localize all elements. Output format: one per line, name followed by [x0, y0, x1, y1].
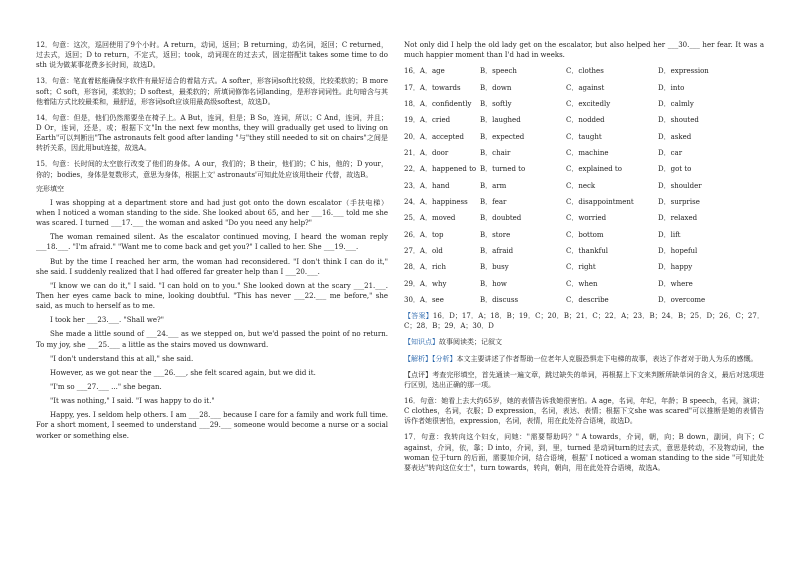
option-row: [404, 213, 764, 223]
option-c: C．thankful: [566, 246, 608, 255]
passage-paragraph: She made a little sound of ___24.___ as we stepped on, but we'd passed the point of no return. To my joy, she ___25.___ a little as the stairs moved us downward.: [36, 330, 388, 349]
explanation-q14: 14．句意：但是，他们仍然需要坐在椅子上。A But，连词，但是；B So，连词，所以；C And，连词，并且；D Or，连词，还是，或；根据下文"In the next few months, they will gradually get used to living on Earth"可以判断出"The astronauts felt good after landing "与"they still needed to sit on chairs"之间是转折关系，因此用but连接，故选A。: [36, 113, 388, 153]
knowledge-label: 【知识点】: [404, 338, 439, 347]
option-d: D．into: [658, 83, 685, 92]
option-a: 28．A．rich: [404, 263, 446, 272]
analysis-text: 本文主要讲述了作者帮助一位老年人克服恐惧走下电梯的故事，表达了作者对于助人为乐的感慨。: [456, 354, 758, 363]
option-row: [404, 164, 764, 174]
passage-paragraph: "It was nothing," I said. "I was happy to do it.": [50, 397, 215, 406]
option-a: 22．A．happened to: [404, 165, 477, 174]
option-c: C．right: [566, 263, 596, 272]
option-row: [404, 132, 764, 142]
option-b: B．afraid: [480, 246, 514, 255]
option-c: C．neck: [566, 181, 596, 190]
option-row: [404, 115, 764, 125]
option-d: D．hopeful: [658, 246, 698, 255]
option-a: 27．A．old: [404, 246, 443, 255]
option-d: D．shoulder: [658, 181, 702, 190]
option-row: [404, 99, 764, 109]
option-c: C．excitedly: [566, 99, 611, 108]
option-b: B．busy: [480, 263, 509, 272]
option-a: 30．A．see: [404, 295, 444, 304]
passage-paragraph: But by the time I reached her arm, the woman had reconsidered. "I don't think I can do it," she said. I suddenly realized that I had offered far greater help than I ___20.___.: [36, 257, 388, 276]
explanation-q13: 13．句意：笔直着眩能确保字软件有最好适合的着陆方式。A softer，形容词soft比较级，比较柔软的；B more soft；C soft，形容词，柔软的；D softest，最柔软的；所填词修饰名词landing，是形容词词性。此句暗含与其他着陆方式比较最柔和，最舒适，形容词soft应该用最高级softest，故选D。: [36, 77, 388, 106]
option-a: 24．A．happiness: [404, 197, 468, 206]
option-d: D．expression: [658, 67, 709, 76]
passage-paragraph: I was shopping at a department store and had just got onto the down escalator（手扶电梯）when I noticed a woman standing to the side. She looked about 65, and her ___16.___ told me she was scared. I turned ___17.___ the woman and asked "Do you need any help?": [36, 198, 388, 228]
option-row: [404, 279, 764, 289]
passage-paragraph: "I know we can do it," I said. "I can hold on to you." She looked down at the scary ___21.___. Then her eyes came back to mine, looking doubtful. "This has never ___22.___ me before," she said, as much to herself as to me.: [36, 281, 388, 311]
option-a: 23．A．hand: [404, 181, 450, 190]
left-column: [36, 40, 388, 445]
option-row: [404, 148, 764, 158]
analysis-line: [404, 354, 764, 364]
answer-text: 16．D；17．A；18．B；19．C；20．B；21．C；22．A；23．B；24．B；25．D；26．C；27．C；28．B；29．A；30．D: [404, 312, 765, 331]
option-c: C．clothes: [566, 67, 604, 76]
option-b: B．softly: [480, 99, 512, 108]
option-b: B．store: [480, 230, 511, 239]
option-c: C．nodded: [566, 116, 605, 125]
option-b: B．doubted: [480, 214, 522, 223]
option-d: D．happy: [658, 263, 693, 272]
option-b: B．how: [480, 279, 507, 288]
cloze-passage: [36, 198, 388, 441]
option-d: D．surprise: [658, 197, 700, 206]
option-d: D．relaxed: [658, 214, 698, 223]
option-c: C．when: [566, 279, 598, 288]
option-b: B．laughed: [480, 116, 521, 125]
comment-text: 考查完形填空，首先通读一遍文章，跳过缺失的单词，再根据上下文来判断所缺单词的含义，最后对选项进行区别，选出正确的那一项。: [404, 370, 765, 389]
option-b: B．expected: [480, 132, 525, 141]
option-row: [404, 262, 764, 272]
passage-paragraph: "I don't understand this at all," she said.: [50, 354, 194, 363]
passage-paragraph: However, as we got near the ___26.___, she felt scared again, but we did it.: [50, 368, 316, 377]
option-a: 20．A．accepted: [404, 132, 465, 141]
option-a: 17．A．towards: [404, 83, 461, 92]
passage-paragraph: Happy, yes. I seldom help others. I am ___28.___ because I care for a family and work full time. For a short moment, I seemed to understand ___29.___ someone would become a nurse or a social worker or something else.: [36, 411, 388, 440]
option-c: C．taught: [566, 132, 602, 141]
option-row: [404, 83, 764, 93]
option-a: 26．A．top: [404, 230, 444, 239]
analysis-label: 【解析】【分析】: [404, 354, 457, 363]
option-b: B．fear: [480, 197, 507, 206]
option-row: [404, 246, 764, 256]
explanation-q12: 12．句意：这次，巡回使用了9个小时。A return，动词，返回；B returning，动名词，返回；C returned，过去式，返回；D to return，不定式，返回；took，动词现在的过去式，固定搭配it takes some time to do sth 说为做某事花费多长时间，故选D。: [36, 41, 388, 70]
explanation-q17: 17．句意：我转向这个妇女，问她："需要帮助吗？" A towards，介词，朝，向；B down，副词，向下；C against，介词，依，靠；D into，介词，到，里，turned 是动词turn的过去式，意思是转动，不及物动词，the woman 位于turn 的后面，需要加介词，结合语境，根据' I noticed a woman standing to the side "可知此处要表达"转向这位女士"，turn towards，转向，朝向，用在此处符合语境，故选A。: [404, 433, 764, 472]
section-title: 完形填空: [36, 184, 64, 193]
explanation-q16: 16．句意：她看上去大约65岁，她的表情告诉我她很害怕。A age，名词，年纪，年龄；B speech，名词，演讲；C clothes，名词，衣服；D expression，名词，表达、表情；根据下文she was scared"可以推断是她的表情告诉作者她很害怕，expression，名词，表情，用在此处符合语境，故选D。: [404, 397, 764, 426]
option-c: C．bottom: [566, 230, 604, 239]
options-table: [404, 66, 764, 305]
option-row: [404, 181, 764, 191]
option-d: D．got to: [658, 165, 692, 174]
knowledge-line: [404, 337, 764, 347]
answer-label: 【答案】: [404, 312, 433, 321]
option-b: B．speech: [480, 67, 517, 76]
option-b: B．chair: [480, 148, 511, 157]
option-c: C．describe: [566, 295, 609, 304]
option-d: D．where: [658, 279, 693, 288]
option-row: [404, 66, 764, 76]
option-a: 18．A．confidently: [404, 99, 472, 108]
option-d: D．shouted: [658, 116, 699, 125]
option-d: D．lift: [658, 230, 681, 239]
passage-paragraph: The woman remained silent. As the escalator continued moving, I heard the woman reply ___18.___. "I'm afraid." "Want me to come back and get you?" I called to her. She ___19.___.: [36, 233, 388, 252]
comment-line: [404, 370, 764, 390]
explanation-q15: 15．句意：长时间的太空旅行改变了他们的身体。A our，我们的；B their，他们的；C his，他的；D your，你的；bodies，身体是复数形式，意思为身体，根据上文' astronauts'可知此处应该用their 代替，故选B。: [36, 160, 388, 179]
comment-label: 【点评】: [404, 370, 433, 379]
option-d: D．calmly: [658, 99, 694, 108]
option-b: B．discuss: [480, 295, 519, 304]
option-a: 29．A．why: [404, 279, 447, 288]
option-b: B．arm: [480, 181, 507, 190]
option-b: B．turned to: [480, 165, 526, 174]
option-row: [404, 295, 764, 305]
passage-paragraph: I took her ___23.___. "Shall we?": [50, 316, 165, 325]
option-c: C．worried: [566, 214, 607, 223]
option-c: C．disappointment: [566, 197, 634, 206]
option-row: [404, 230, 764, 240]
option-c: C．explained to: [566, 165, 622, 174]
answer-line: [404, 311, 764, 331]
option-c: C．against: [566, 83, 605, 92]
option-d: D．asked: [658, 132, 692, 141]
right-column: [404, 40, 764, 479]
option-d: D．overcome: [658, 295, 706, 304]
option-b: B．down: [480, 83, 512, 92]
option-a: 21．A．door: [404, 148, 449, 157]
option-row: [404, 197, 764, 207]
passage-ending: Not only did I help the old lady get on the escalator, but also helped her ___30.___ her fear. It was a much happier moment than I'd had in weeks.: [404, 41, 764, 60]
option-a: 25．A．moved: [404, 214, 456, 223]
option-a: 16．A．age: [404, 67, 445, 76]
option-a: 19．A．cried: [404, 116, 451, 125]
option-c: C．machine: [566, 148, 609, 157]
passage-paragraph: "I'm so ___27.___ ..." she began.: [50, 382, 162, 391]
knowledge-text: 故事阅读类；记叙文: [439, 338, 502, 347]
option-d: D．car: [658, 148, 683, 157]
